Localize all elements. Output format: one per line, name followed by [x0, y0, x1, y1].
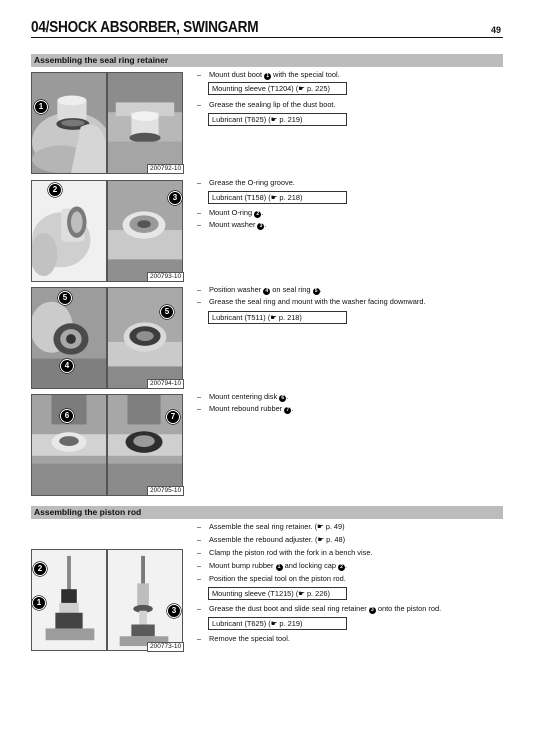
- step-line: – Position washer 4 on seal ring 5 .: [197, 285, 322, 294]
- page-number: 49: [490, 25, 501, 35]
- step-line: – Grease the sealing lip of the dust boot.: [197, 100, 336, 109]
- number-marker: 7: [284, 407, 291, 414]
- number-marker: 5: [313, 288, 320, 295]
- callout-5: 5: [160, 305, 174, 319]
- figure-label: 200795-10: [147, 486, 184, 496]
- callout-2: 2: [33, 562, 47, 576]
- callout-3: 3: [168, 191, 182, 205]
- callout-1: 1: [34, 100, 48, 114]
- photo-dust-boot-hand: [31, 72, 107, 174]
- callout-4: 4: [60, 359, 74, 373]
- reference-box: Mounting sleeve (T1204) (☛ p. 225): [208, 82, 347, 95]
- step-line: – Mount O-ring 2 .: [197, 208, 264, 217]
- reference-box: Lubricant (T158) (☛ p. 218): [208, 191, 347, 204]
- step-line: – Remove the special tool.: [197, 634, 290, 643]
- photo-seal-ring-vise: [107, 287, 183, 389]
- section-heading-piston-rod: Assembling the piston rod: [31, 506, 503, 519]
- number-marker: 1: [276, 564, 283, 571]
- photo-dust-boot-vise: [107, 72, 183, 174]
- step-line: – Mount washer 3 .: [197, 220, 267, 229]
- step-line: – Assemble the rebound adjuster. (☛ p. 48): [197, 535, 346, 544]
- callout-6: 6: [60, 409, 74, 423]
- photo-o-ring-hand: [31, 180, 107, 282]
- number-marker: 3: [369, 607, 376, 614]
- number-marker: 4: [263, 288, 270, 295]
- number-marker: 3: [257, 223, 264, 230]
- reference-box: Mounting sleeve (T1215) (☛ p. 226): [208, 587, 347, 600]
- step-line: – Grease the dust boot and slide seal ring retainer 3 onto the piston rod.: [197, 604, 442, 613]
- step-line: – Mount bump rubber 1 and locking cap 2 .: [197, 561, 348, 570]
- number-marker: 2: [254, 211, 261, 218]
- figure-label: 200792-10: [147, 164, 184, 174]
- figure-label: 200794-10: [147, 379, 184, 389]
- reference-box: Lubricant (T625) (☛ p. 219): [208, 617, 347, 630]
- chapter-title: 04/SHOCK ABSORBER, SWINGARM: [31, 19, 259, 36]
- photo-piston-rod-sleeve: [107, 549, 183, 651]
- reference-box: Lubricant (T625) (☛ p. 219): [208, 113, 347, 126]
- callout-1: 1: [32, 596, 46, 610]
- step-line: – Mount rebound rubber 7 .: [197, 404, 294, 413]
- figure-label: 200773-10: [147, 642, 184, 652]
- step-line: – Grease the seal ring and mount with the washer facing downward.: [197, 297, 426, 306]
- number-marker: 6: [279, 395, 286, 402]
- step-line: – Assemble the seal ring retainer. (☛ p. 49): [197, 522, 345, 531]
- figure-label: 200793-10: [147, 272, 184, 282]
- section-heading-seal-ring-retainer: Assembling the seal ring retainer: [31, 54, 503, 67]
- callout-7: 7: [166, 410, 180, 424]
- step-line: – Mount centering disk 6 .: [197, 392, 289, 401]
- step-line: – Mount dust boot 1 with the special tool.: [197, 70, 340, 79]
- step-line: – Grease the O-ring groove.: [197, 178, 295, 187]
- page-header: [31, 20, 503, 38]
- callout-3: 3: [167, 604, 181, 618]
- step-line: – Position the special tool on the piston rod.: [197, 574, 346, 583]
- step-line: – Clamp the piston rod with the fork in a bench vise.: [197, 548, 373, 557]
- reference-box: Lubricant (T511) (☛ p. 218): [208, 311, 347, 324]
- callout-5: 5: [58, 291, 72, 305]
- number-marker: 2: [338, 564, 345, 571]
- number-marker: 1: [264, 73, 271, 80]
- callout-2: 2: [48, 183, 62, 197]
